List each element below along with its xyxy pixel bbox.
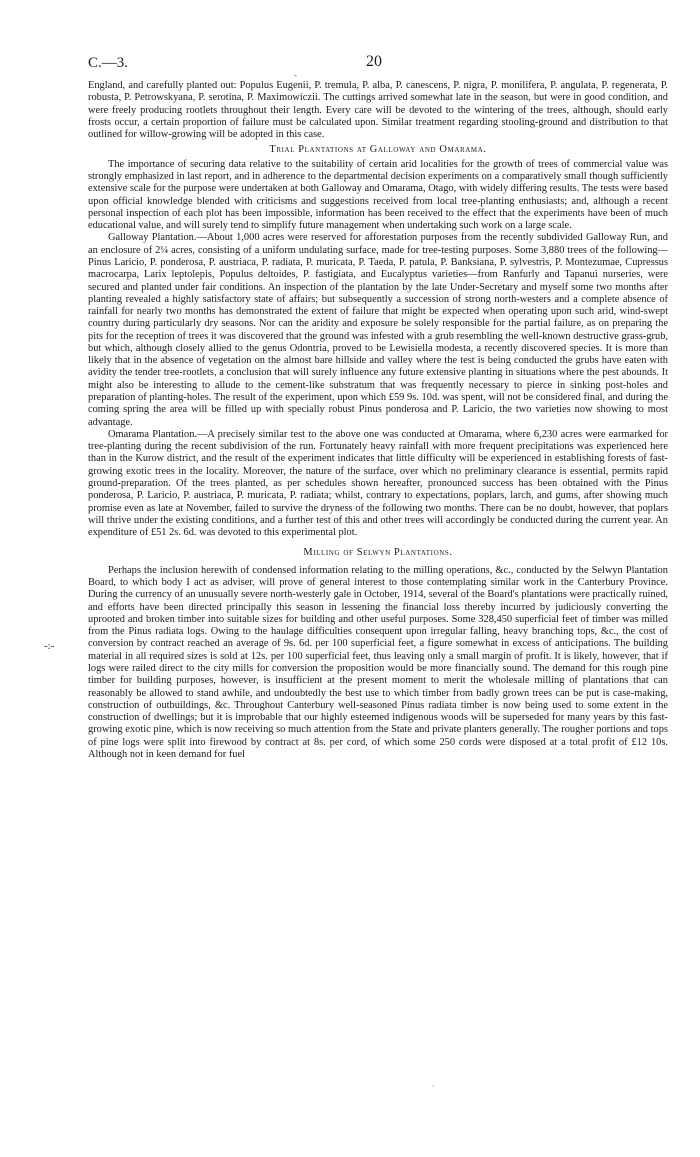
paragraph-importance: The importance of securing data relative to the suitability of certain arid localities for the growth of trees of commercial value was strongly emphasized in last report, and in adherence to the departmental decision experiments on a comparatively small though sufficiently extensive scale for the purpose were undertaken at both Galloway and Omarama, Otago, with widely differing results. The tests were based upon official knowledge blended with criticisms and suggestions received from local tree-planting enthusiasts; and, although a recent personal inspection of each plot has been impossible, information has been received to the effect that the experiments have been of much educational value, and will surely tend to simplify future management when undertaking such work on a large scale. bbox=[88, 158, 668, 232]
section-label: C.—3. bbox=[88, 55, 129, 71]
page-number: 20 bbox=[366, 53, 382, 70]
heading-trial-plantations bbox=[88, 144, 668, 156]
tick-mark: - bbox=[294, 70, 297, 80]
paragraph-galloway: Galloway Plantation.—About 1,000 acres were reserved for afforestation purposes from the recently subdivided Galloway Run, and an enclosure of 2¼ acres, consisting of a uniform undulating surface, made for tree-testing purposes. Some 3,880 trees of the following—Pinus Laricio, P. ponderosa, P. austriaca, P. radiata, P. muricata, P. Taeda, P. patula, P. Banksiana, P. sylvestris, P. Montezumae, Cupressus macrocarpa, Larix leptolepis, Populus deltoides, P. fastigiata, and Eucalyptus varieties—from Ranfurly and Tapanui nurseries, were secured and planted under fair conditions. An inspection of the plantation by the late Under-Secretary and myself some two months after planting revealed a highly satisfactory state of affairs; but subsequently a succession of strong north-westers and a complete absence of rainfall for nearly two months has demonstrated the extent of failure that might be expected when operating upon such arid, wind-swept country during particularly dry seasons. Nor can the aridity and exposure be solely responsible for the partial failure, as on preparing the pits for the reception of trees it was discovered that the ground was infested with a grub resembling the well-known destructive grass-grub, but which, although closely allied to the genus Odontria, proved to be Lewisiella modesta, a recently discovered species. It is more than likely that in the absence of vegetation on the almost bare hillside and valley where the test is being conducted the grubs have eaten with avidity the tender tree-rootlets, a conclusion that will surely influence any future extensive planting in situations where the pest abounds. It might also be interesting to allude to the cement-like substratum that was frequently necessary to pierce in sinking post-holes and preparation of planting-holes. The result of the experiment, upon which £59 9s. 10d. was spent, will not be considered final, and during the coming spring the area will be filled up with specially robust Pinus ponderosa and P. Laricio, the two varieties now showing to most advantage. bbox=[88, 232, 668, 428]
paragraph-poplar-cuttings: England, and carefully planted out: Populus Eugenii, P. tremula, P. alba, P. canescens, P. nigra, P. monilifera, P. angulata, P. regenerata, P. robusta, P. Petrowskyana, P. serotina, P. Maximowiczii. The cuttings arrived somewhat late in the season, but were in good condition, and were freely producing rootlets throughout their length. Every care will be devoted to the wintering of the trees, although, should early frosts occur, a certain proportion of failure must be calculated upon. Similar treatment regarding stooling-ground and distribution to that outlined for willow-growing will be adopted in this case. bbox=[88, 80, 668, 141]
paragraph-omarama: Omarama Plantation.—A precisely similar test to the above one was conducted at Omarama, where 6,230 acres were earmarked for tree-planting during the recent subdivision of the run. Fortunately heavy rainfall with more frequent precipitations was experienced here than in the Kurow district, and the result of the experiment indicates that little difficulty will be experienced in establishing forests of fast-growing exotic trees in the locality. Moreover, the nature of the surface, over which no preliminary clearance is essential, permits rapid ground-preparation. Of the trees planted, as per schedules shown hereafter, pronounced success has been obtained with the Pinus ponderosa, P. Laricio, P. austriaca, P. muricata, P. radiata; whilst, contrary to expectations, poplars, larch, and gums, after showing much promise even as late at November, failed to survive the dryness of the following two months. There can be no doubt, however, that poplars will thrive under the existing conditions, and a further test of this and other trees will accordingly be conducted during the current year. An expenditure of £51 2s. 6d. was devoted to this experimental plot. bbox=[88, 428, 668, 539]
heading-trial-plantations-text: Trial Plantations at Galloway and Omarama. bbox=[269, 144, 487, 156]
margin-mark: -:- bbox=[44, 640, 55, 652]
heading-milling-text: Milling of Selwyn Plantations. bbox=[303, 547, 453, 559]
heading-milling bbox=[88, 547, 668, 559]
paragraph-milling: Perhaps the inclusion herewith of condensed information relating to the milling operations, &c., conducted by the Selwyn Plantation Board, to which body I act as adviser, will prove of general interest to those contemplating similar work in the Canterbury Province. During the currency of an unusually severe north-westerly gale in October, 1914, several of the Board's plantations were practically ruined, and efforts have been directed principally this season in lessening the financial loss thereby incurred by judiciously converting the uprooted and broken timber into suitable sizes for building and other useful purposes. Some 328,450 superficial feet of timber was milled from the Pinus radiata logs. Owing to the haulage difficulties consequent upon irregular falling, heavy branching tops, &c., the cost of conversion by contract reached an average of 9s. 6d. per 100 superficial feet, a figure somewhat in excess of anticipations. The building material in all required sizes is sold at 12s. per 100 superficial feet, thus leaving only a small margin of profit. It is likely, however, that if logs were railed direct to the city mills for conversion the proposition would be more financially sound. The demand for this rough pine timber for building purposes, however, is insufficient at the present moment to merit the wholesale milling of plantations that can reasonably be allowed to stand awhile, and undoubtedly the best use to which timber from badly grown trees can be put is case-making, construction of outbuildings, &c. Throughout Canterbury well-seasoned Pinus radiata timber is now being used to some extent in the construction of dwellings; but it is improbable that our highly esteemed indigenous woods will be superseded for many years by this fast-growing exotic pine, which is now receiving so much attention from the State and private planters generally. The rougher portions and tops of pine logs were split into firewood by contract at 8s. per cord, of which some 250 cords were disposed at a total profit of £12 10s. Although not in keen demand for fuel bbox=[88, 564, 668, 760]
body-text bbox=[88, 80, 668, 761]
ink-dot: · bbox=[432, 1082, 435, 1091]
